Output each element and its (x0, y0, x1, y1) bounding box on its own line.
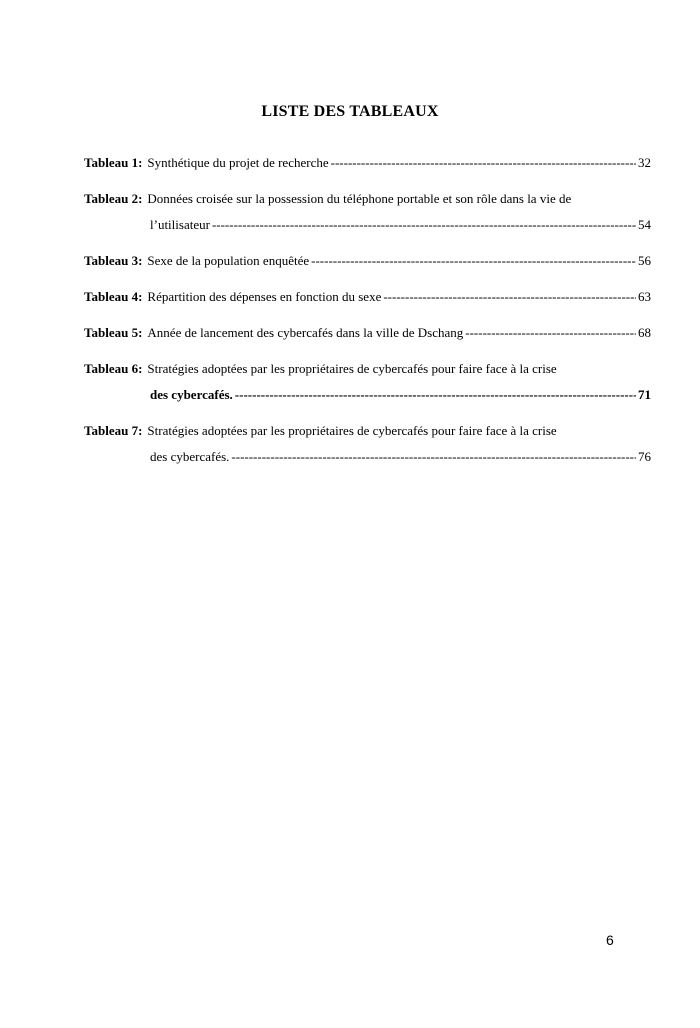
dot-leader (465, 320, 636, 346)
entry-text: Données croisée sur la possession du téléphone portable et son rôle dans la vie de (147, 191, 572, 206)
entry-text-continued: des cybercafés. (150, 387, 233, 402)
entry-text: Stratégies adoptées par les propriétaires de cybercafés pour faire face à la crise (147, 423, 557, 438)
entry-label: Tableau 6: (84, 361, 143, 376)
toc-entry-6[interactable] (84, 356, 651, 408)
dot-leader (235, 382, 636, 408)
dot-leader (383, 284, 636, 310)
entry-text: Répartition des dépenses en fonction du sexe (147, 289, 382, 304)
toc-entry-5[interactable] (84, 320, 651, 346)
entry-page: 63 (638, 289, 651, 304)
entry-label: Tableau 5: (84, 325, 143, 340)
table-of-tables (84, 150, 651, 470)
entry-text: Année de lancement des cybercafés dans la ville de Dschang (147, 325, 464, 340)
toc-entry-3[interactable] (84, 248, 651, 274)
entry-label: Tableau 7: (84, 423, 143, 438)
entry-label: Tableau 2: (84, 191, 143, 206)
entry-text-continued: l’utilisateur (150, 217, 210, 232)
toc-entry-4[interactable] (84, 284, 651, 310)
dot-leader (231, 444, 636, 470)
entry-text: Synthétique du projet de recherche (147, 155, 329, 170)
entry-page: 71 (638, 387, 651, 402)
entry-text-continued: des cybercafés. (150, 449, 230, 464)
toc-entry-2[interactable] (84, 186, 651, 238)
entry-label: Tableau 1: (84, 155, 143, 170)
toc-entry-7[interactable] (84, 418, 651, 470)
entry-page: 76 (638, 449, 651, 464)
dot-leader (212, 212, 636, 238)
dot-leader (311, 248, 636, 274)
page-number: 6 (606, 932, 614, 948)
entry-label: Tableau 3: (84, 253, 143, 268)
dot-leader (331, 150, 636, 176)
entry-page: 54 (638, 217, 651, 232)
toc-entry-1[interactable] (84, 150, 651, 176)
entry-page: 68 (638, 325, 651, 340)
entry-page: 56 (638, 253, 651, 268)
page-title: LISTE DES TABLEAUX (261, 103, 439, 120)
entry-text: Stratégies adoptées par les propriétaires de cybercafés pour faire face à la crise (147, 361, 557, 376)
entry-text: Sexe de la population enquêtée (147, 253, 310, 268)
entry-page: 32 (638, 155, 651, 170)
entry-label: Tableau 4: (84, 289, 143, 304)
